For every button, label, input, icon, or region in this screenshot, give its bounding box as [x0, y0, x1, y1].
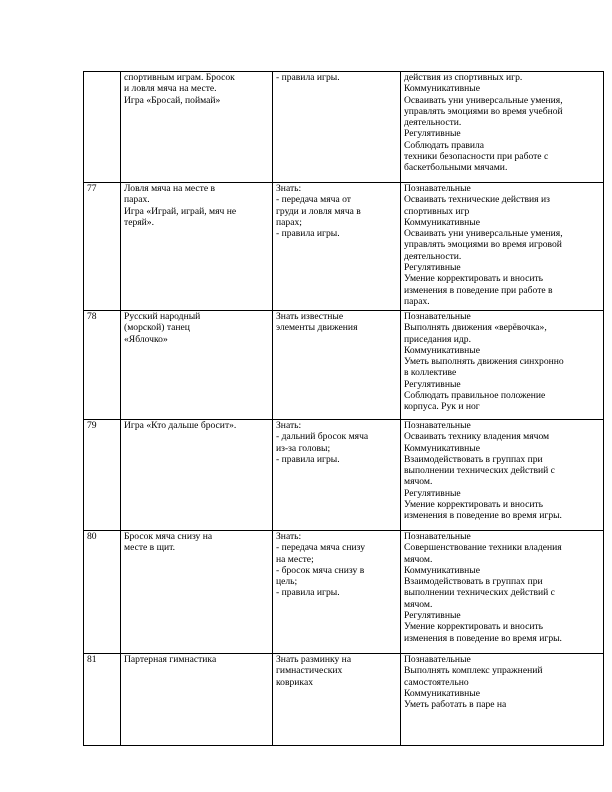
learning-activities-line: выполнении технических действий с [404, 587, 555, 599]
knowledge-requirements-line: - правила игры. [276, 72, 340, 83]
lesson-topic-cell [121, 654, 273, 746]
lesson-topic-line: теряй». [124, 216, 154, 228]
lesson-topic-line: Игра «Кто дальше бросит». [124, 420, 237, 431]
knowledge-requirements-line: Знать разминку на [276, 654, 352, 665]
learning-activities-line: Коммуникативные [404, 216, 480, 228]
knowledge-requirements-line: из-за головы; [276, 442, 331, 454]
learning-activities-line: Коммуникативные [404, 344, 480, 356]
knowledge-requirements-line: элементы движения [276, 322, 358, 334]
lesson-number-cell [84, 183, 121, 311]
learning-activities-line: Взаимодействовать в группах при [404, 576, 543, 588]
knowledge-requirements-line: - дальний бросок мяча [276, 431, 369, 443]
learning-activities-line: Осваивать технические действия из [404, 194, 550, 206]
knowledge-requirements-line: - правила игры. [276, 587, 340, 599]
lesson-topic-cell [121, 531, 273, 654]
learning-activities-line: Соблюдать правильное положение [404, 390, 546, 402]
learning-activities-line: Коммуникативные [404, 687, 480, 699]
knowledge-requirements-line: цель; [276, 576, 298, 588]
table-row [84, 531, 604, 654]
lesson-topic-line: спортивным играм. Бросок [124, 72, 235, 83]
learning-activities-line: в коллективе [404, 367, 457, 379]
learning-activities-line: деятельности. [404, 250, 462, 262]
table-row [84, 311, 604, 420]
learning-activities-line: Совершенствование техники владения [404, 542, 562, 554]
learning-activities-line: Познавательные [404, 420, 471, 431]
learning-activities-line: техники безопасности при работе с [404, 151, 549, 163]
knowledge-requirements-cell [273, 531, 401, 654]
learning-activities-line: корпуса. Рук и ног [404, 401, 480, 413]
knowledge-requirements-line: Знать: [276, 420, 302, 431]
learning-activities-line: спортивных игр [404, 205, 470, 217]
lesson-topic-line: «Яблочко» [124, 333, 168, 345]
learning-activities-line: изменения в поведение при работе в [404, 284, 553, 296]
learning-activities-line: управлять эмоциями во время игровой [404, 239, 562, 251]
learning-activities-line: Взаимодействовать в группах при [404, 453, 543, 465]
learning-activities-cell [401, 183, 604, 311]
lesson-topic-line: месте в щит. [124, 542, 175, 554]
knowledge-requirements-cell [273, 72, 401, 183]
learning-activities-cell [401, 72, 604, 183]
learning-activities-line: Регулятивные [404, 128, 461, 140]
knowledge-requirements-cell [273, 654, 401, 746]
learning-activities-cell [401, 531, 604, 654]
knowledge-requirements-line: на месте; [276, 553, 314, 565]
lesson-number: 79 [87, 420, 97, 431]
knowledge-requirements-line: Знать: [276, 531, 302, 542]
learning-activities-line: управлять эмоциями во время учебной [404, 105, 563, 117]
learning-activities-line: Уметь работать в паре на [404, 699, 507, 711]
lesson-topic-line: Русский народный [124, 311, 201, 322]
knowledge-requirements-line: ковриках [276, 676, 314, 688]
learning-activities-line: Умение корректировать и вносить [404, 273, 544, 285]
learning-activities-line: Познавательные [404, 183, 471, 194]
knowledge-requirements-line: гимнастических [276, 665, 343, 677]
table-row [84, 420, 604, 531]
learning-activities-cell [401, 654, 604, 746]
learning-activities-line: Умение корректировать и вносить [404, 499, 544, 511]
table-body [84, 72, 604, 746]
lesson-number-cell [84, 654, 121, 746]
learning-activities-line: Умение корректировать и вносить [404, 621, 544, 633]
knowledge-requirements-line: парах; [276, 216, 302, 228]
lesson-number-cell [84, 420, 121, 531]
learning-activities-cell [401, 420, 604, 531]
knowledge-requirements-line: - передача мяча от [276, 194, 351, 206]
lesson-number-cell [84, 311, 121, 420]
lesson-topic-cell [121, 183, 273, 311]
learning-activities-line: деятельности. [404, 117, 462, 129]
learning-activities-line: самостоятельно [404, 676, 469, 688]
learning-activities-line: Регулятивные [404, 262, 461, 274]
lesson-topic-line: Бросок мяча снизу на [124, 531, 213, 542]
knowledge-requirements-line: - правила игры. [276, 228, 340, 240]
learning-activities-line: действия из спортивных игр. [404, 72, 523, 83]
learning-activities-line: Осваивать уни универсальные умения, [404, 94, 563, 106]
lesson-number-cell [84, 531, 121, 654]
learning-activities-line: Познавательные [404, 654, 471, 665]
table-row [84, 72, 604, 183]
lesson-number: 78 [87, 311, 97, 322]
lesson-plan-table [83, 71, 604, 746]
knowledge-requirements-cell [273, 420, 401, 531]
learning-activities-line: Регулятивные [404, 610, 461, 622]
learning-activities-line: мячом. [404, 598, 433, 610]
learning-activities-line: Уметь выполнять движения синхронно [404, 356, 564, 368]
lesson-topic-line: Игра «Играй, играй, мяч не [124, 205, 237, 217]
lesson-number: 77 [87, 183, 97, 194]
knowledge-requirements-line: груди и ловля мяча в [276, 205, 361, 217]
learning-activities-line: Регулятивные [404, 378, 461, 390]
learning-activities-line: Осваивать уни универсальные умения, [404, 228, 563, 240]
lesson-topic-line: (морской) танец [124, 322, 190, 334]
learning-activities-line: Регулятивные [404, 487, 461, 499]
knowledge-requirements-cell [273, 311, 401, 420]
learning-activities-line: изменения в поведение во время игры. [404, 510, 562, 522]
lesson-topic-line: Ловля мяча на месте в [124, 183, 216, 194]
knowledge-requirements-line: Знать: [276, 183, 302, 194]
lesson-topic-cell [121, 420, 273, 531]
learning-activities-line: баскетбольными мячами. [404, 162, 508, 174]
lesson-number: 81 [87, 654, 97, 665]
lesson-topic-line: Игра «Бросай, поймай» [124, 94, 221, 106]
lesson-topic-line: Партерная гимнастика [124, 654, 217, 665]
learning-activities-line: мячом. [404, 553, 433, 565]
lesson-topic-line: и ловля мяча на месте. [124, 83, 217, 95]
learning-activities-line: приседания идр. [404, 333, 472, 345]
learning-activities-line: Коммуникативные [404, 564, 480, 576]
lesson-number-cell [84, 72, 121, 183]
learning-activities-line: изменения в поведение во время игры. [404, 632, 562, 644]
learning-activities-line: Выполнять комплекс упражнений [404, 665, 543, 677]
learning-activities-line: Соблюдать правила [404, 139, 485, 151]
knowledge-requirements-line: - бросок мяча снизу в [276, 564, 365, 576]
table-row [84, 183, 604, 311]
learning-activities-line: выполнении технических действий с [404, 465, 555, 477]
learning-activities-cell [401, 311, 604, 420]
knowledge-requirements-line: - передача мяча снизу [276, 542, 366, 554]
lesson-topic-cell [121, 311, 273, 420]
learning-activities-line: мячом. [404, 476, 433, 488]
learning-activities-line: Коммуникативные [404, 442, 480, 454]
learning-activities-line: Коммуникативные [404, 83, 480, 95]
knowledge-requirements-line: Знать известные [276, 311, 344, 322]
lesson-topic-line: парах. [124, 194, 150, 206]
lesson-topic-cell [121, 72, 273, 183]
lesson-number: 80 [87, 531, 97, 542]
learning-activities-line: парах. [404, 295, 430, 307]
table-row [84, 654, 604, 746]
knowledge-requirements-cell [273, 183, 401, 311]
learning-activities-line: Выполнять движения «верёвочка», [404, 322, 547, 334]
learning-activities-line: Осваивать технику владения мячом [404, 431, 550, 443]
learning-activities-line: Познавательные [404, 311, 471, 322]
learning-activities-line: Познавательные [404, 531, 471, 542]
knowledge-requirements-line: - правила игры. [276, 453, 340, 465]
